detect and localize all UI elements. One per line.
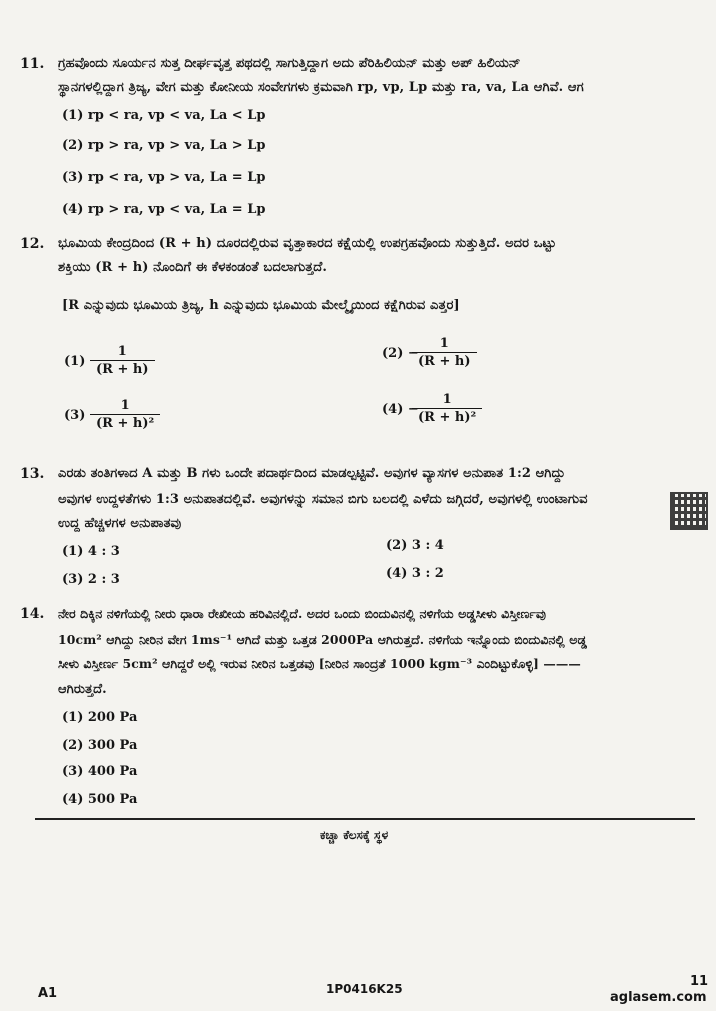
question-text-line: ಗ್ರಹವೊಂದು ಸೂರ್ಯನ ಸುತ್ತ ದೀರ್ಘವೃತ್ತ ಪಥದಲ್ಲಿ ಸಾಗುತ್ತಿದ್ದಾಗ ಅದು ಪೆರಿಹಿಲಿಯನ್ ಮತ್ತು ಅಪ್ ಹಿಲಿಯನ್ <box>58 56 521 71</box>
fraction-numerator: 1 <box>117 344 127 359</box>
option-2-label: (2) − <box>382 346 419 361</box>
paper-code-left: A1 <box>38 986 58 1001</box>
question-text-line: ನೇರ ದಿಕ್ಕಿನ ನಳಿಗೆಯಲ್ಲಿ ನೀರು ಧಾರಾ ರೇಖೀಯ ಹರಿವಿನಲ್ಲಿದೆ. ಅದರ ಒಂದು ಬಿಂದುವಿನಲ್ಲಿ ನಳಿಗೆಯ ಅಡ್ಡಸೀಳು ವಿಸ್ತೀರ್ಣವು <box>58 606 547 621</box>
option-2: (2) rp > ra, vp > va, La > Lp <box>62 138 266 153</box>
option-4: (4) 3 : 2 <box>386 566 444 581</box>
side-watermark <box>0 780 18 1010</box>
question-number: 12. <box>20 236 45 252</box>
option-3: (3) 400 Pa <box>62 764 138 779</box>
option-4: (4) rp > ra, vp < va, La = Lp <box>62 202 266 217</box>
option-2: (2) 3 : 4 <box>386 538 444 553</box>
fraction-denominator: (R + h) <box>90 360 155 377</box>
option-2: (2) 300 Pa <box>62 738 138 753</box>
question-number: 11. <box>20 56 45 72</box>
question-text-line: ಭೂಮಿಯ ಕೇಂದ್ರದಿಂದ (R + h) ದೂರದಲ್ಲಿರುವ ವೃತ್ತಾಕಾರದ ಕಕ್ಷೆಯಲ್ಲಿ ಉಪಗ್ರಹವೊಂದು ಸುತ್ತುತ್ತಿದೆ. ಅದರ ಒಟ್ಟು <box>58 236 557 251</box>
option-2-fraction <box>412 336 477 369</box>
option-3-label: (3) <box>64 408 86 423</box>
fraction-numerator: 1 <box>439 336 449 351</box>
option-3: (3) 2 : 3 <box>62 572 120 587</box>
question-text-line: ಎರಡು ತಂತಿಗಳಾದ A ಮತ್ತು B ಗಳು ಒಂದೇ ಪದಾರ್ಥದಿಂದ ಮಾಡಲ್ಪಟ್ಟಿವೆ. ಅವುಗಳ ವ್ಯಾಸಗಳ ಅನುಪಾತ 1:2 ಆಗಿದ್ದು <box>58 466 566 481</box>
rough-work-label: ಕಚ್ಚಾ ಕೆಲಸಕ್ಕೆ ಸ್ಥಳ <box>320 828 389 842</box>
question-text-line: ಸೀಳು ವಿಸ್ತೀರ್ಣ 5cm² ಆಗಿದ್ದರೆ ಅಲ್ಲಿ ಇರುವ ನೀರಿನ ಒತ್ತಡವು [ನೀರಿನ ಸಾಂದ್ರತೆ 1000 kgm⁻³ ಎಂದಿಟ್ಟುಕೊಳ್ಳಿ] ——— <box>58 656 581 671</box>
option-3: (3) rp < ra, vp > va, La = Lp <box>62 170 266 185</box>
qr-code-icon <box>670 492 708 530</box>
option-4: (4) 500 Pa <box>62 792 138 807</box>
option-1-fraction <box>90 344 155 377</box>
page-number: 11 <box>690 974 709 989</box>
question-text-line: ಅವುಗಳ ಉದ್ದಳತೆಗಳು 1:3 ಅನುಪಾತದಲ್ಲಿವೆ. ಅವುಗಳನ್ನು ಸಮಾನ ಬಿಗು ಬಲದಲ್ಲಿ ಎಳೆದು ಜಗ್ಗಿದರೆ, ಅವುಗಳಲ್ಲಿ ಉಂಟಾಗುವ <box>58 492 588 507</box>
fraction-numerator: 1 <box>120 398 130 413</box>
fraction-denominator: (R + h)² <box>412 408 482 425</box>
option-1: (1) 4 : 3 <box>62 544 120 559</box>
question-text-line: 10cm² ಆಗಿದ್ದು ನೀರಿನ ವೇಗ 1ms⁻¹ ಆಗಿದೆ ಮತ್ತು ಒತ್ತಡ 2000Pa ಆಗಿರುತ್ತದೆ. ನಳಿಗೆಯ ಇನ್ನೊಂದು ಬಿಂದುವಿನಲ್ಲಿ ಅಡ್ಡ <box>58 632 587 647</box>
site-name: aglasem.com <box>610 990 707 1005</box>
question-text-line: ಶಕ್ತಿಯು (R + h) ನೊಂದಿಗೆ ಈ ಕೆಳಕಂಡಂತೆ ಬದಲಾಗುತ್ತದೆ. <box>58 260 327 275</box>
fraction-denominator: (R + h)² <box>90 414 160 431</box>
option-1: (1) 200 Pa <box>62 710 138 725</box>
option-1: (1) rp < ra, vp < va, La < Lp <box>62 108 266 123</box>
paper-code-center: 1P0416K25 <box>326 982 403 996</box>
question-number: 14. <box>20 606 45 622</box>
question-number: 13. <box>20 466 45 482</box>
question-text-line: ಆಗಿರುತ್ತದೆ. <box>58 682 107 697</box>
option-4-label: (4) − <box>382 402 419 417</box>
fraction-denominator: (R + h) <box>412 352 477 369</box>
question-note: [R ಎನ್ನುವುದು ಭೂಮಿಯ ತ್ರಿಜ್ಯ, h ಎನ್ನುವುದು ಭೂಮಿಯ ಮೇಲ್ಮೈಯಿಂದ ಕಕ್ಷೆಗಿರುವ ಎತ್ತರ] <box>62 298 460 313</box>
option-1-label: (1) <box>64 354 86 369</box>
option-3-fraction <box>90 398 160 431</box>
question-text-line: ಸ್ಥಾನಗಳಲ್ಲಿದ್ದಾಗ ತ್ರಿಜ್ಯ, ವೇಗ ಮತ್ತು ಕೋನೀಯ ಸಂವೇಗಗಳು ಕ್ರಮವಾಗಿ rp, vp, Lp ಮತ್ತು ra, va, La ಆಗಿವೆ. ಆಗ <box>58 80 584 95</box>
question-text-line: ಉದ್ದ ಹೆಚ್ಚಳಗಳ ಅನುಪಾತವು <box>58 516 182 531</box>
fraction-numerator: 1 <box>442 392 452 407</box>
divider <box>35 818 695 820</box>
option-4-fraction <box>412 392 482 425</box>
